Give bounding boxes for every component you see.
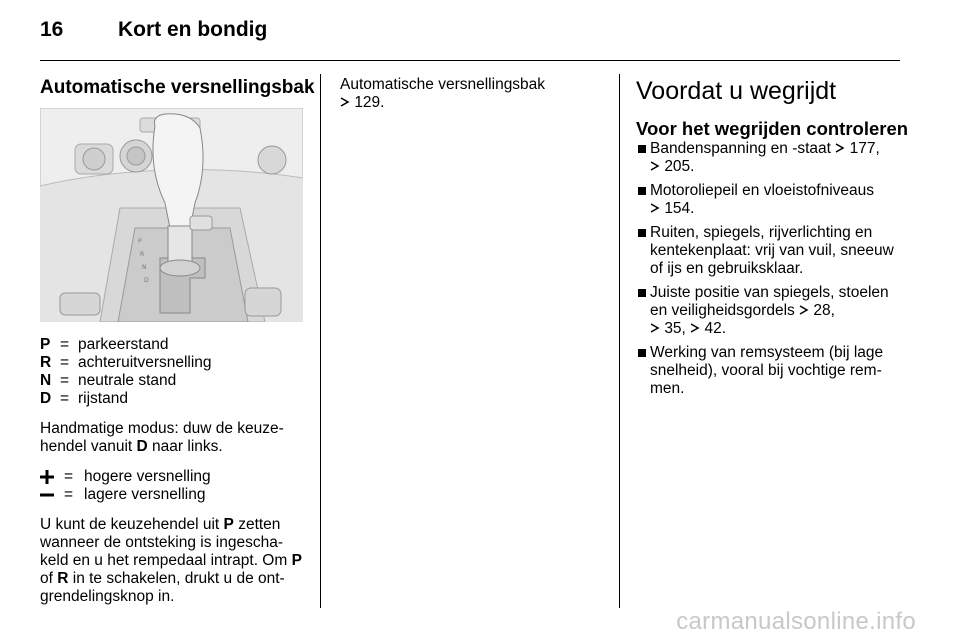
text-run: Bandenspanning en -staat bbox=[650, 140, 836, 157]
text-run: Handmatige modus: duw de keuze-hendel vanuit bbox=[40, 420, 284, 455]
page-ref-arrow-icon bbox=[690, 322, 700, 334]
page-ref-arrow-icon bbox=[650, 322, 660, 334]
bullet-square-icon bbox=[638, 229, 646, 237]
chapter-title: Kort en bondig bbox=[118, 18, 268, 41]
minus-icon bbox=[40, 486, 64, 504]
checklist bbox=[636, 140, 904, 398]
svg-text:R: R bbox=[140, 251, 145, 258]
text-run: Juiste positie van spiegels, stoelen en veiligheidsgordels bbox=[650, 284, 889, 319]
page-ref-arrow-icon bbox=[835, 142, 845, 154]
text-run: U kunt de keuzehendel uit bbox=[40, 516, 224, 533]
bullet-square-icon bbox=[638, 349, 646, 357]
text-run: Werking van remsysteem (bij lage snelheid), vooral bij vochtige rem-men. bbox=[650, 344, 884, 397]
manual-row bbox=[40, 486, 306, 504]
gear-key: N bbox=[40, 372, 52, 389]
column-divider-2 bbox=[619, 74, 620, 608]
column-middle bbox=[340, 76, 600, 112]
bold-key: R bbox=[57, 570, 69, 587]
page-ref[interactable]: 35, bbox=[664, 320, 691, 337]
subsection-heading: Voor het wegrijden controleren bbox=[636, 118, 909, 139]
unlock-paragraph bbox=[40, 516, 306, 606]
text-run: zetten wanneer de ontsteking is ingescha-keld en u het rempedaal intrapt. Om bbox=[40, 516, 292, 569]
svg-text:D: D bbox=[144, 277, 149, 284]
bullet-square-icon bbox=[638, 187, 646, 195]
gear-position-row bbox=[40, 390, 306, 408]
list-item bbox=[636, 284, 904, 338]
text-run: in te schakelen, drukt u de ont-grendelingsknop in. bbox=[40, 570, 285, 605]
gear-position-row bbox=[40, 336, 306, 354]
equals-sign: = bbox=[60, 354, 70, 371]
gear-key: R bbox=[40, 354, 52, 371]
reference-text: Automatische versnellingsbak bbox=[340, 76, 546, 93]
list-item bbox=[636, 140, 904, 176]
svg-text:P: P bbox=[138, 238, 142, 245]
bold-key: D bbox=[136, 438, 148, 455]
text-run: naar links. bbox=[147, 438, 223, 455]
bold-key: P bbox=[291, 552, 302, 569]
page-ref[interactable]: 205. bbox=[664, 158, 695, 175]
bullet-square-icon bbox=[638, 289, 646, 297]
manual-mode-paragraph bbox=[40, 420, 306, 456]
bold-key: P bbox=[223, 516, 234, 533]
gear-label: achteruitversnelling bbox=[78, 354, 212, 371]
manual-label: lagere versnelling bbox=[84, 486, 206, 503]
equals-sign: = bbox=[60, 390, 70, 407]
column-right bbox=[636, 76, 909, 404]
equals-sign: = bbox=[60, 336, 70, 353]
page-number: 16 bbox=[40, 18, 64, 41]
gear-position-row bbox=[40, 372, 306, 390]
list-item bbox=[636, 182, 904, 218]
gear-position-row bbox=[40, 354, 306, 372]
section-title: Automatische versnellingsbak bbox=[40, 77, 315, 98]
column-divider-1 bbox=[320, 74, 321, 608]
column-left bbox=[40, 76, 315, 606]
page-ref-arrow-icon bbox=[650, 202, 660, 214]
manual-mode-list bbox=[40, 468, 306, 504]
gear-label: neutrale stand bbox=[78, 372, 177, 389]
page-ref[interactable]: 28, bbox=[813, 302, 835, 319]
text-run: of bbox=[40, 570, 58, 587]
manual-label: hogere versnelling bbox=[84, 468, 211, 485]
page-ref-arrow-icon bbox=[799, 304, 809, 316]
equals-sign: = bbox=[64, 486, 74, 503]
header-rule bbox=[40, 60, 900, 61]
text-run: Motoroliepeil en vloeistofniveaus bbox=[650, 182, 875, 199]
page-ref[interactable]: 177, bbox=[849, 140, 880, 157]
gear-label: parkeerstand bbox=[78, 336, 169, 353]
text-run: Ruiten, spiegels, rijverlichting en kentekenplaat: vrij van vuil, sneeuw of ijs en gebruiksklaar. bbox=[650, 224, 894, 277]
reference-page: 129. bbox=[354, 94, 385, 111]
list-item bbox=[636, 224, 904, 278]
page-ref[interactable]: 42. bbox=[704, 320, 727, 337]
list-item bbox=[636, 344, 904, 398]
bullet-square-icon bbox=[638, 145, 646, 153]
gear-positions-list bbox=[40, 336, 306, 408]
gear-key: D bbox=[40, 390, 52, 407]
plus-icon bbox=[40, 468, 64, 486]
gear-shifter-illustration bbox=[40, 108, 303, 322]
watermark: carmanualsonline.info bbox=[676, 608, 916, 635]
page-ref-arrow-icon bbox=[340, 96, 350, 108]
cross-reference[interactable] bbox=[340, 76, 600, 112]
manual-row bbox=[40, 468, 306, 486]
page-ref-arrow-icon bbox=[650, 160, 660, 172]
equals-sign: = bbox=[64, 468, 74, 485]
svg-text:N: N bbox=[142, 264, 147, 271]
gear-key: P bbox=[40, 336, 51, 353]
section-heading: Voordat u wegrijdt bbox=[636, 77, 837, 105]
equals-sign: = bbox=[60, 372, 70, 389]
gear-label: rijstand bbox=[78, 390, 128, 407]
page-ref[interactable]: 154. bbox=[664, 200, 695, 217]
